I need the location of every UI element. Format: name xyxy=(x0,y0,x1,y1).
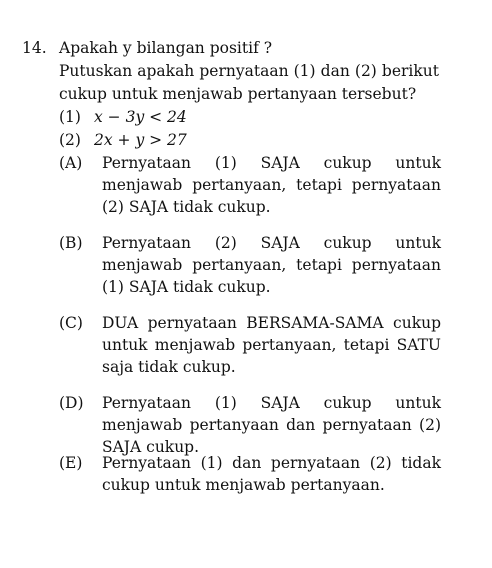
question-instruction: Putuskan apakah pernyataan (1) dan (2) berikut cukup untuk menjawab pertanyaan tersebut? xyxy=(59,62,439,103)
question-number: 14. xyxy=(22,39,47,57)
option-label: (C) xyxy=(59,314,83,332)
answer-option-b[interactable] xyxy=(59,232,441,298)
statement-label: (1) xyxy=(59,108,81,126)
answer-option-c[interactable] xyxy=(59,312,441,378)
statement-expression: x − 3y < 24 xyxy=(94,108,187,126)
option-text: Pernyataan (1) SAJA cukup untuk menjawab pertanyaan, tetapi pernyataan (2) SAJA tidak cukup. xyxy=(102,154,441,216)
question-header xyxy=(22,36,462,60)
statement-expression: 2x + y > 27 xyxy=(94,131,187,149)
statement-label: (2) xyxy=(59,131,81,149)
question-prompt: Apakah y bilangan positif ? xyxy=(59,39,273,57)
option-text: Pernyataan (2) SAJA cukup untuk menjawab pertanyaan, tetapi pernyataan (1) SAJA tidak cukup. xyxy=(102,234,441,296)
answer-option-d[interactable] xyxy=(59,392,441,458)
option-label: (B) xyxy=(59,234,83,252)
option-text: DUA pernyataan BERSAMA-SAMA cukup untuk menjawab pertanyaan, tetapi SATU saja tidak cukup. xyxy=(102,314,441,376)
option-text: Pernyataan (1) dan pernyataan (2) tidak cukup untuk menjawab pertanyaan. xyxy=(102,454,441,494)
answer-option-a[interactable] xyxy=(59,152,441,218)
statement-1 xyxy=(59,106,439,129)
answer-option-e[interactable] xyxy=(59,452,441,496)
option-label: (A) xyxy=(59,154,83,172)
option-label: (D) xyxy=(59,394,84,412)
option-text: Pernyataan (1) SAJA cukup untuk menjawab pertanyaan dan pernyataan (2) SAJA cukup. xyxy=(102,394,441,456)
statement-2 xyxy=(59,129,439,152)
option-label: (E) xyxy=(59,454,83,472)
